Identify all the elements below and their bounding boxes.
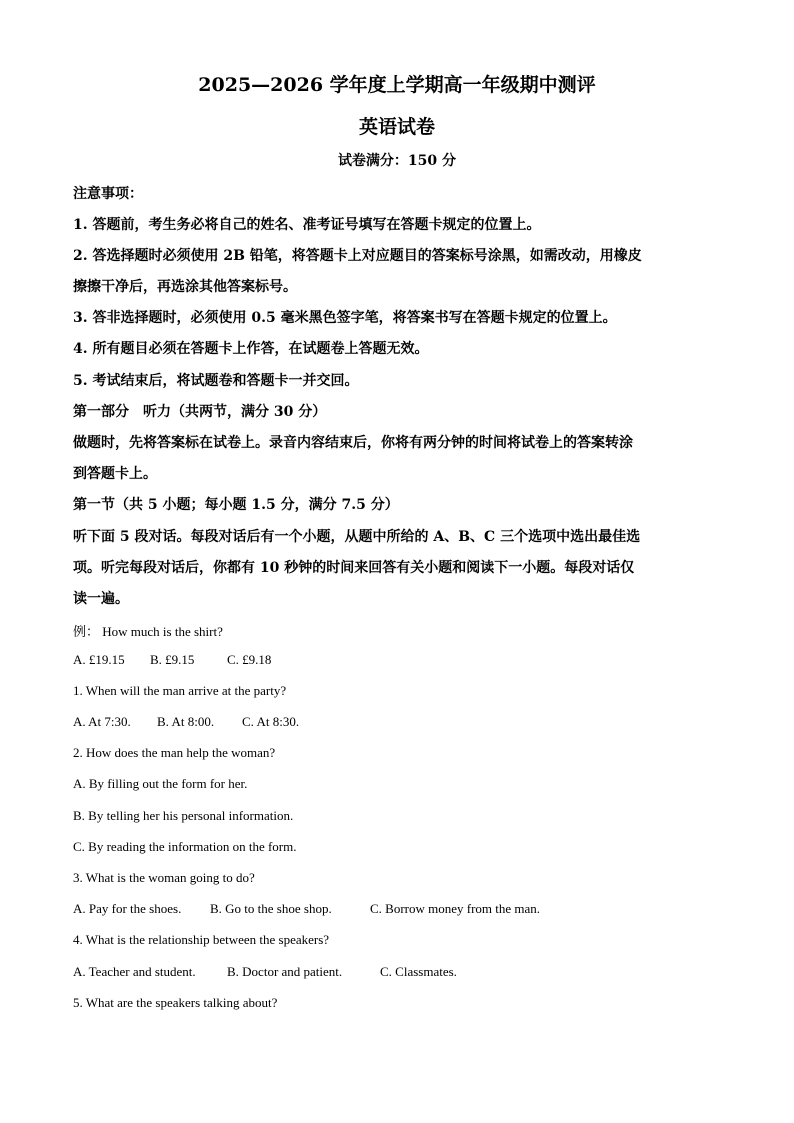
question-2-option-c: C. By reading the information on the form.: [73, 839, 297, 854]
question-4: 4. What is the relationship between the speakers?: [73, 932, 330, 947]
exam-title: 2025—2026 学年度上学期高一年级期中测评: [198, 74, 596, 96]
part1-instruction: 做题时，先将答案标在试卷上。录音内容结束后，你将有两分钟的时间将试卷上的答案转涂: [73, 435, 633, 451]
example-option-b: B. £9.15: [150, 652, 195, 667]
question-3-option-b: B. Go to the shoe shop.: [210, 901, 332, 916]
part1-heading: 第一部分 听力（共两节，满分 30 分）: [73, 404, 327, 420]
note-item: 2. 答选择题时必须使用 2B 铅笔，将答题卡上对应题目的答案标号涂黑，如需改动，用橡皮: [73, 248, 642, 264]
question-4-option-c: C. Classmates.: [380, 964, 457, 979]
question-2: 2. How does the man help the woman?: [73, 745, 276, 760]
example-question: 例： How much is the shirt?: [73, 624, 223, 639]
notes-heading: 注意事项：: [73, 186, 143, 202]
question-1-option-a: A. At 7:30.: [73, 714, 131, 729]
full-score: 试卷满分：150 分: [337, 153, 457, 169]
question-4-option-b: B. Doctor and patient.: [227, 964, 343, 979]
question-1-option-c: C. At 8:30.: [242, 714, 300, 729]
question-1: 1. When will the man arrive at the party?: [73, 683, 287, 698]
note-item: 5. 考试结束后，将试题卷和答题卡一并交回。: [73, 373, 359, 389]
question-3: 3. What is the woman going to do?: [73, 870, 255, 885]
note-item: 擦擦干净后，再选涂其他答案标号。: [73, 279, 297, 295]
question-2-option-a: A. By filling out the form for her.: [73, 776, 248, 791]
section1-heading: 第一节（共 5 小题；每小题 1.5 分，满分 7.5 分）: [73, 497, 399, 513]
section1-instruction: 项。听完每段对话后，你都有 10 秒钟的时间来回答有关小题和阅读下一小题。每段对话仅: [73, 560, 635, 576]
question-3-option-c: C. Borrow money from the man.: [370, 901, 541, 916]
question-3-option-a: A. Pay for the shoes.: [73, 901, 182, 916]
question-1-option-b: B. At 8:00.: [157, 714, 215, 729]
example-option-a: A. £19.15: [73, 652, 125, 667]
question-4-option-a: A. Teacher and student.: [73, 964, 196, 979]
note-item: 4. 所有题目必须在答题卡上作答，在试题卷上答题无效。: [73, 341, 429, 357]
example-option-c: C. £9.18: [227, 652, 272, 667]
question-5: 5. What are the speakers talking about?: [73, 995, 278, 1010]
part1-instruction: 到答题卡上。: [73, 466, 157, 482]
section1-instruction: 读一遍。: [73, 591, 129, 607]
question-2-option-b: B. By telling her his personal information.: [73, 808, 294, 823]
note-item: 1. 答题前，考生务必将自己的姓名、准考证号填写在答题卡规定的位置上。: [73, 217, 541, 233]
note-item: 3. 答非选择题时，必须使用 0.5 毫米黑色签字笔，将答案书写在答题卡规定的位置上。: [73, 310, 617, 326]
exam-subject: 英语试卷: [358, 116, 435, 138]
section1-instruction: 听下面 5 段对话。每段对话后有一个小题，从题中所给的 A、B、C 三个选项中选出最佳选: [73, 529, 641, 545]
